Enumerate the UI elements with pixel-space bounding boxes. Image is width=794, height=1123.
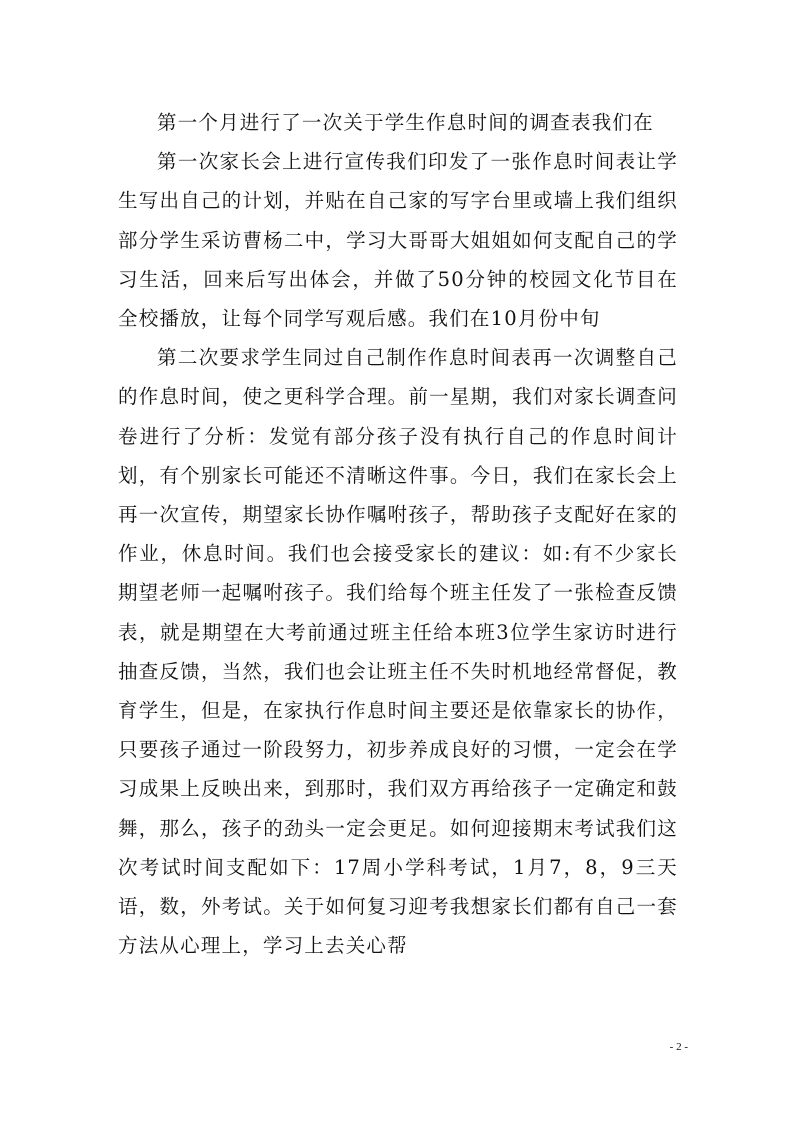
body-text	[118, 103, 678, 965]
paragraph-1: 第一个月进行了一次关于学生作息时间的调查表我们在	[157, 111, 654, 134]
page-number: - 2 -	[669, 1041, 688, 1053]
paragraph-2: 第一次家长会上进行宣传我们印发了一张作息时间表让学生写出自己的计划，并贴在自己家的写字台里或墙上我们组织部分学生采访曹杨二中，学习大哥哥大姐姐如何支配自己的学习生活，回来后写出体会，并做了50分钟的校园文化节目在全校播放，让每个同学写观后感。我们在10月份中旬	[118, 150, 678, 331]
paragraph-3: 第二次要求学生同过自己制作作息时间表再一次调整自己的作息时间，使之更科学合理。前一星期，我们对家长调查问卷进行了分析：发觉有部分孩子没有执行自己的作息时间计划，有个别家长可能还不清晰这件事。今日，我们在家长会上再一次宣传，期望家长协作嘱咐孩子，帮助孩子支配好在家的作业，休息时间。我们也会接受家长的建议：如:有不少家长期望老师一起嘱咐孩子。我们给每个班主任发了一张检查反馈表，就是期望在大考前通过班主任给本班3位学生家访时进行抽查反馈，当然，我们也会让班主任不失时机地经常督促，教育学生，但是，在家执行作息时间主要还是依靠家长的协作，只要孩子通过一阶段努力，初步养成良好的习惯，一定会在学习成果上反映出来，到那时，我们双方再给孩子一定确定和鼓舞，那么，孩子的劲头一定会更足。如何迎接期末考试我们这次考试时间支配如下：17周小学科考试，1月7，8，9三天语，数，外考试。关于如何复习迎考我想家长们都有自己一套方法从心理上，学习上去关心帮	[118, 346, 678, 958]
